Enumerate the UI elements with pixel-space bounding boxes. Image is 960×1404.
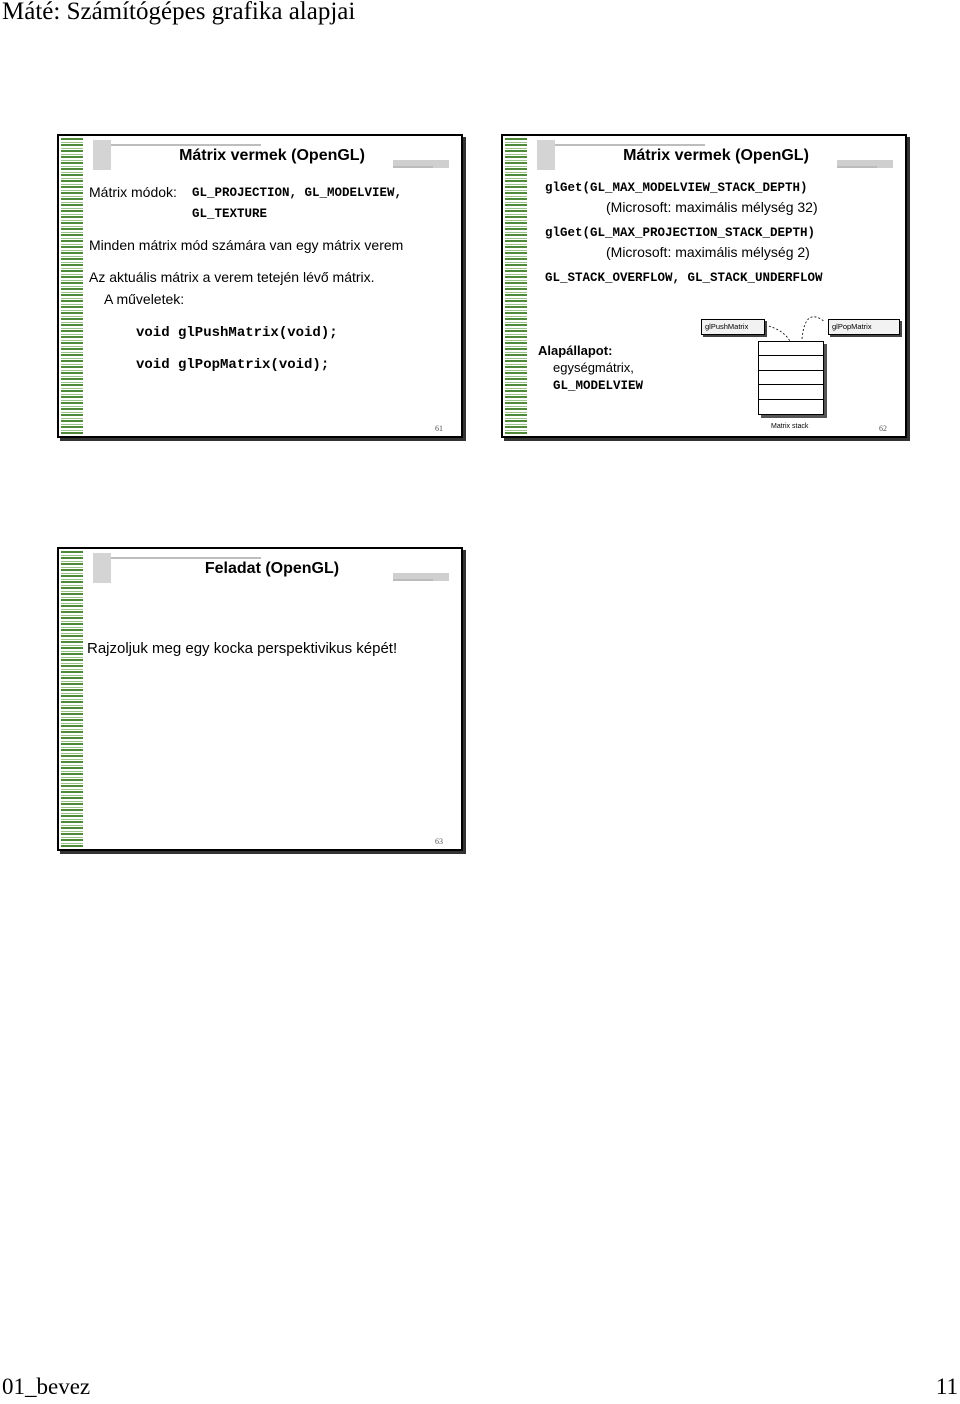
task-text: Rajzoljuk meg egy kocka perspektivikus képét! [87,640,398,657]
slide-decoration [393,166,433,168]
page-header: Máté: Számítógépes grafika alapjai [2,0,356,25]
slide-stripe [505,138,527,434]
slide-number: 62 [879,424,887,433]
note-modelview-depth: (Microsoft: maximális mélység 32) [606,199,818,215]
slide-title: Mátrix vermek (OpenGL) [179,147,365,164]
current-matrix-text: Az aktuális mátrix a verem tetején lévő mátrix. [89,269,375,285]
pop-matrix-tag: glPopMatrix [828,319,900,335]
stack-per-mode-text: Minden mátrix mód számára van egy mátrix verem [89,237,404,253]
push-matrix-tag: glPushMatrix [701,319,765,335]
matrix-stack-diagram [758,341,824,415]
stack-slot [759,342,823,356]
stack-slot [759,400,823,414]
modes-line-2: GL_TEXTURE [192,207,268,221]
stack-slot [759,385,823,399]
default-state-mode: GL_MODELVIEW [553,379,644,393]
slide-title: Feladat (OpenGL) [204,560,340,577]
slide-stripe [61,551,83,847]
slide-62 [501,134,907,438]
matrix-stack-caption: Matrix stack [771,423,809,430]
default-state-label: Alapállapot: [538,343,613,358]
code-projection-depth: glGet(GL_MAX_PROJECTION_STACK_DEPTH) [545,226,816,240]
note-projection-depth: (Microsoft: maximális mélység 2) [606,244,810,260]
code-push-matrix: void glPushMatrix(void); [136,325,338,341]
stack-slot [759,356,823,370]
code-stack-errors: GL_STACK_OVERFLOW, GL_STACK_UNDERFLOW [545,271,823,285]
slide-title: Mátrix vermek (OpenGL) [623,147,809,164]
stack-slot [759,371,823,385]
slide-63 [57,547,463,851]
slide-number: 63 [435,837,443,846]
slide-decoration [837,166,877,168]
code-pop-matrix: void glPopMatrix(void); [136,357,330,373]
modes-line-1: GL_PROJECTION, GL_MODELVIEW, [192,186,403,200]
slide-decoration [393,579,433,581]
modes-label: Mátrix módok: [89,184,177,200]
operations-label: A műveletek: [104,291,185,307]
default-state-value: egységmátrix, [553,360,634,375]
page-footer-left: 01_bevez [2,1374,91,1399]
page-number: 11 [935,1374,958,1399]
slide-61 [57,134,463,438]
code-modelview-depth: glGet(GL_MAX_MODELVIEW_STACK_DEPTH) [545,181,808,195]
slide-stripe [61,138,83,434]
slide-number: 61 [435,424,443,433]
